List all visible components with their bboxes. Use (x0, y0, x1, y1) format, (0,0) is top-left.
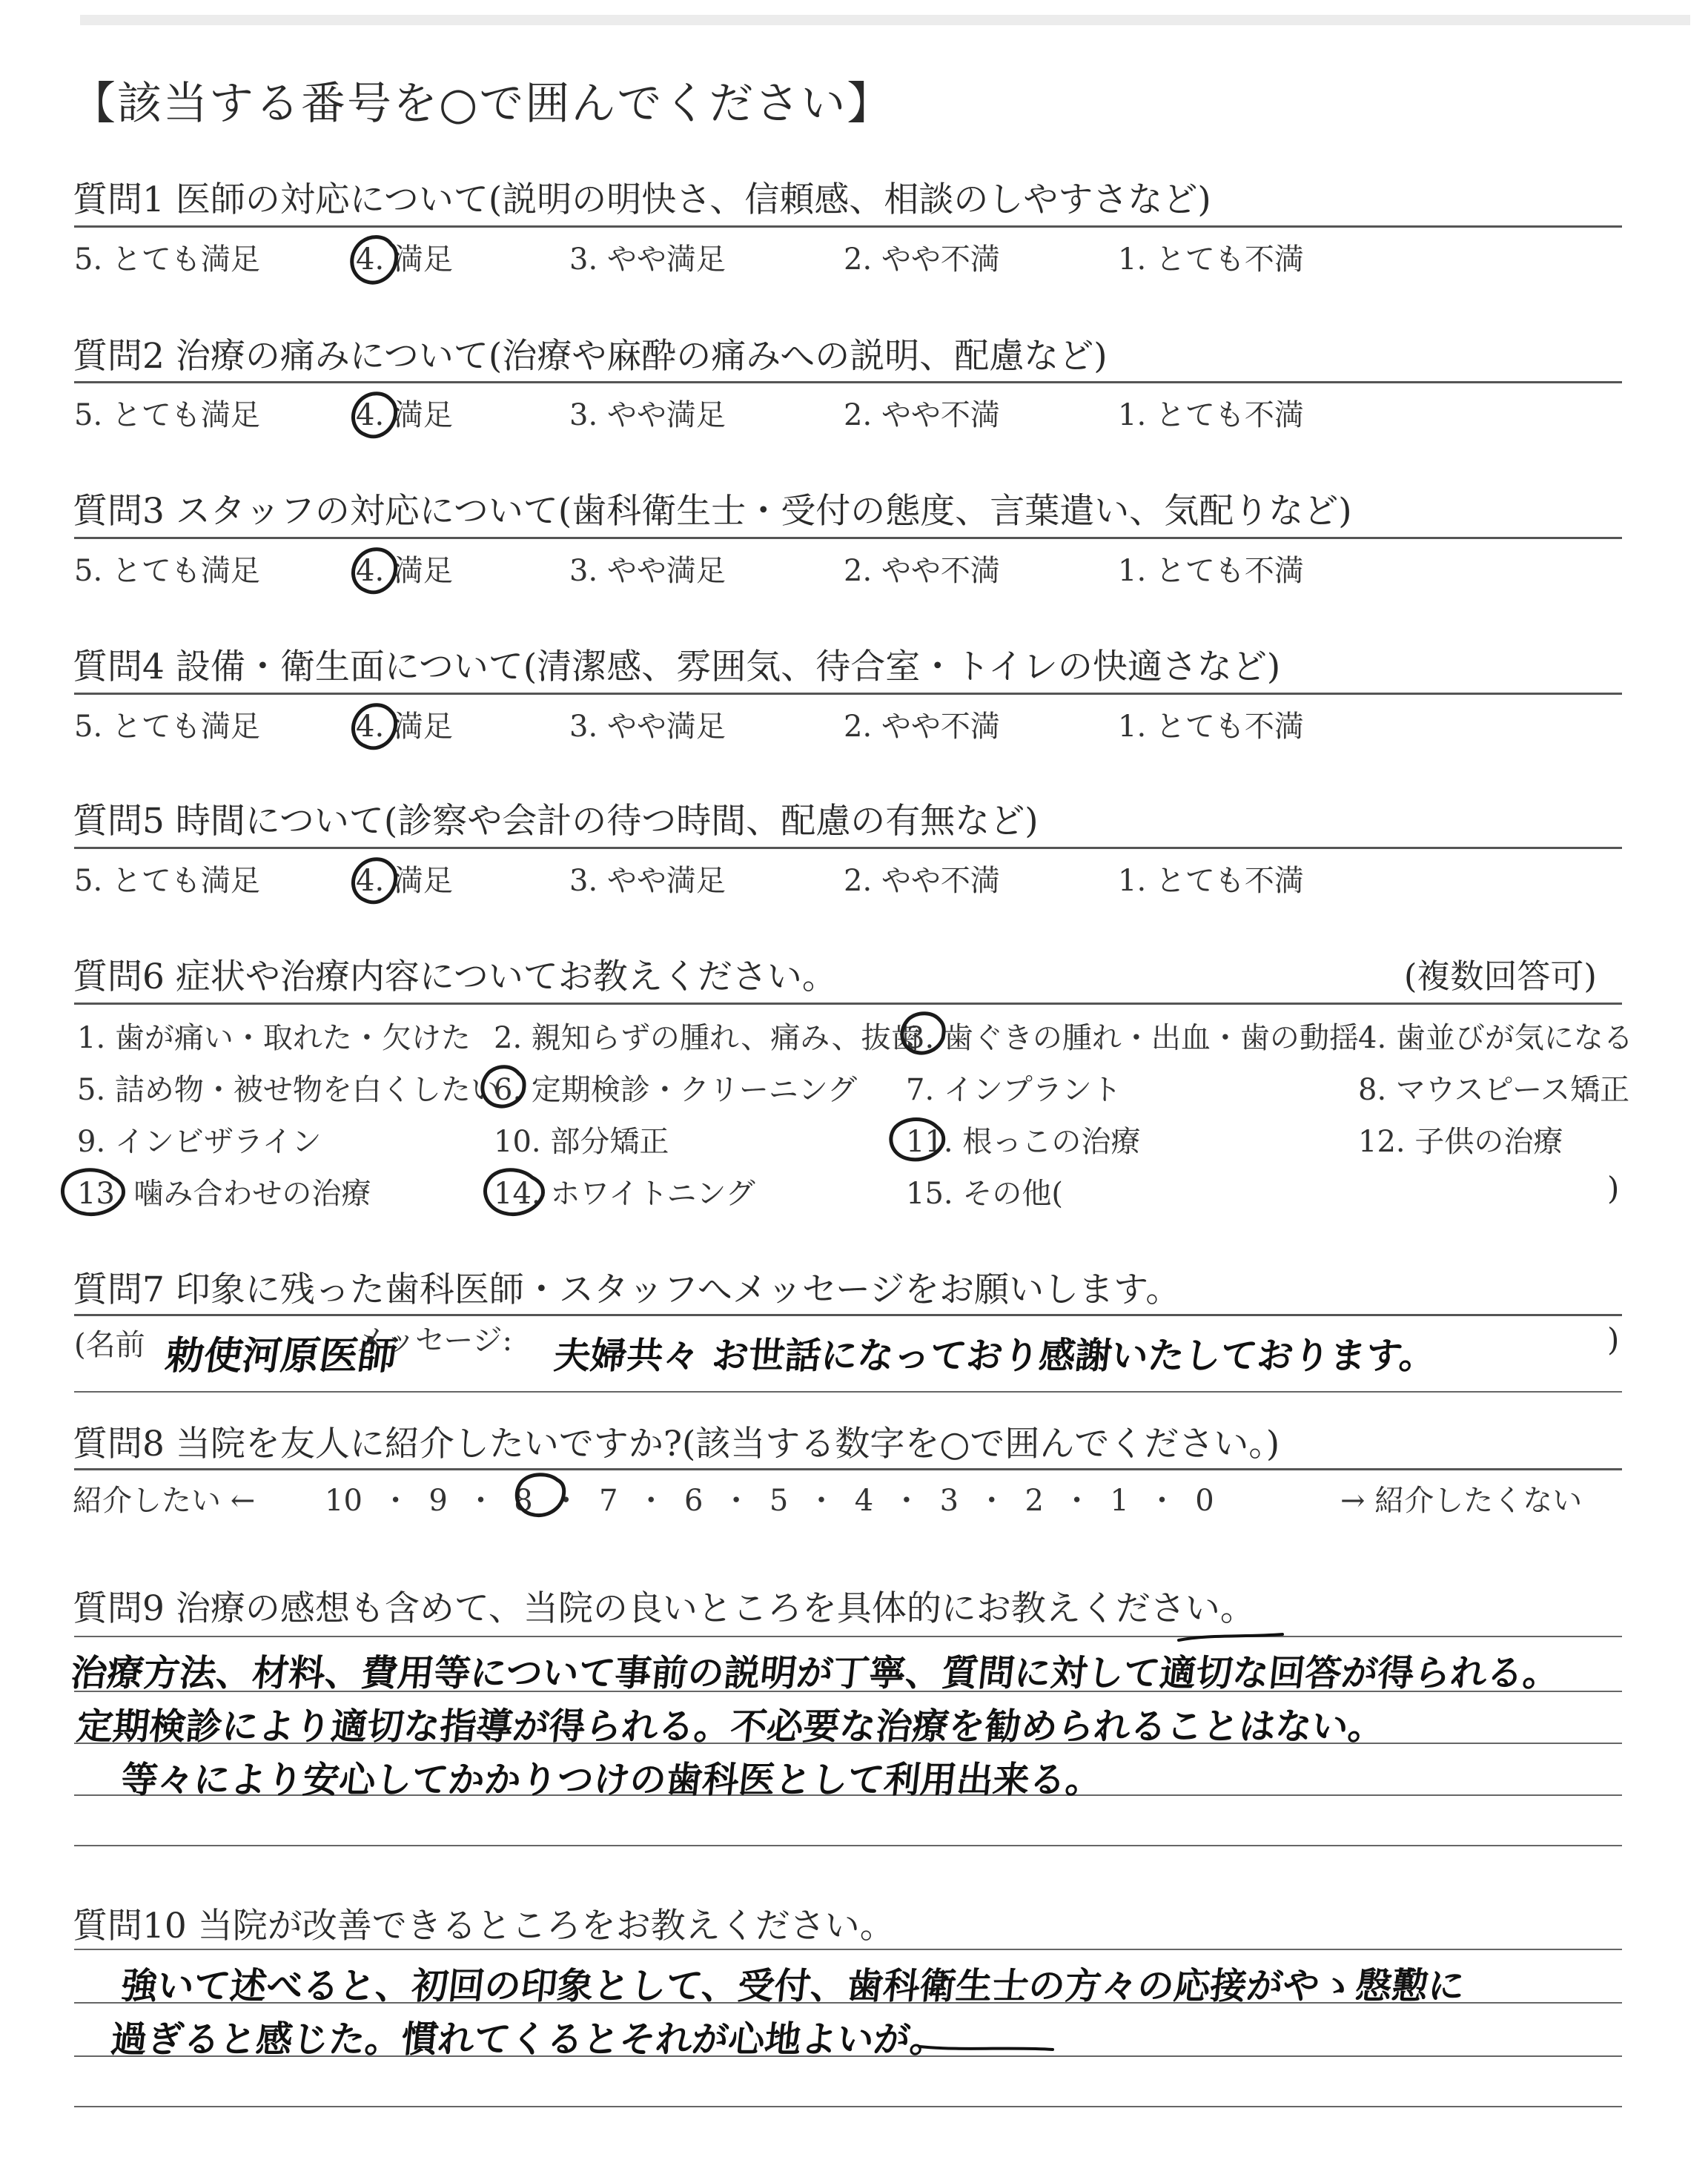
question-4-rule (74, 693, 1622, 695)
q8-right-label: → 紹介したくない (1340, 1484, 1583, 1518)
question-5-label: 質問5 時間について(診察や会計の待つ時間、配慮の有無など) (73, 801, 1039, 842)
option-2[interactable]: 2. やや不満 (844, 864, 1000, 898)
q9-line-rule-5 (74, 1845, 1622, 1846)
question-4-label: 質問4 設備・衛生面について(清潔感、雰囲気、待合室・トイレの快適さなど) (73, 647, 1281, 687)
option-5[interactable]: 5. とても満足 (74, 710, 260, 744)
q6-item-5[interactable]: 5. 詰め物・被せ物を白くしたい (77, 1073, 500, 1107)
question-8-label: 質問8 当院を友人に紹介したいですか?(該当する数字を○で囲んでください。) (73, 1424, 1280, 1464)
question-9-label: 質問9 治療の感想も含めて、当院の良いところを具体的にお教えください。 (73, 1588, 1255, 1629)
option-3[interactable]: 3. やや満足 (569, 864, 726, 898)
question-6-label: 質問6 症状や治療内容についてお教えください。 (73, 957, 837, 997)
question-2-label: 質問2 治療の痛みについて(治療や麻酔の痛みへの説明、配慮など) (73, 336, 1108, 377)
q7-name-handwritten[interactable]: 勅使河原医師 (162, 1334, 400, 1378)
option-4[interactable]: 4. 満足 (356, 710, 453, 744)
option-5[interactable]: 5. とても満足 (74, 554, 260, 588)
q9-handwritten-line-1[interactable]: 治療方法、材料、費用等について事前の説明が丁寧、質問に対して適切な回答が得られる。 (68, 1652, 1562, 1694)
q6-item-4[interactable]: 4. 歯並びが気になる (1358, 1021, 1633, 1055)
question-10-label: 質問10 当院が改善できるところをお教えください。 (73, 1906, 895, 1946)
option-3[interactable]: 3. やや満足 (569, 710, 726, 744)
question-6-rule (74, 1003, 1622, 1005)
option-1[interactable]: 1. とても不満 (1118, 398, 1304, 432)
q7-message-handwritten[interactable]: 夫婦共々 お世話になっており感謝いたしております。 (552, 1335, 1438, 1377)
q6-item-6[interactable]: 6. 定期検診・クリーニング (494, 1073, 858, 1107)
q6-item-14[interactable]: 14. ホワイトニング (494, 1177, 755, 1211)
page-title: 【該当する番号を○で囲んでください】 (71, 78, 893, 130)
scan-edge (80, 15, 1690, 25)
q9-line-rule-1 (74, 1636, 1622, 1637)
option-2[interactable]: 2. やや不満 (844, 398, 1000, 432)
q6-item-13[interactable]: 13. 噛み合わせの治療 (77, 1177, 371, 1211)
option-1[interactable]: 1. とても不満 (1118, 554, 1304, 588)
q6-item-15[interactable]: 15. その他( (906, 1177, 1063, 1211)
option-5[interactable]: 5. とても満足 (74, 398, 260, 432)
option-1[interactable]: 1. とても不満 (1118, 864, 1304, 898)
q9-handwritten-line-3[interactable]: 等々により安心してかかりつけの歯科医として利用出来る。 (119, 1759, 1105, 1801)
q7-message-prefix: メッセージ: (356, 1324, 513, 1358)
q8-left-label: 紹介したい ← (73, 1484, 256, 1518)
option-4[interactable]: 4. 満足 (356, 864, 453, 898)
option-4[interactable]: 4. 満足 (356, 398, 453, 432)
q7-bottom-rule (74, 1391, 1622, 1393)
q6-item-8[interactable]: 8. マウスピース矯正 (1358, 1073, 1630, 1107)
q10-handwritten-line-1[interactable]: 強いて述べると、初回の印象として、受付、歯科衛生士の方々の応接がやゝ慇懃に (119, 1965, 1467, 2007)
option-1[interactable]: 1. とても不満 (1118, 710, 1304, 744)
question-2-rule (74, 381, 1622, 383)
q6-item-12[interactable]: 12. 子供の治療 (1358, 1125, 1563, 1159)
option-3[interactable]: 3. やや満足 (569, 554, 726, 588)
option-5[interactable]: 5. とても満足 (74, 864, 260, 898)
option-3[interactable]: 3. やや満足 (569, 398, 726, 432)
option-2[interactable]: 2. やや不満 (844, 242, 1000, 277)
question-1-rule (74, 225, 1622, 228)
q6-item-10[interactable]: 10. 部分矯正 (494, 1125, 669, 1159)
option-4[interactable]: 4. 満足 (356, 554, 453, 588)
question-8-rule (74, 1468, 1622, 1470)
q6-item-7[interactable]: 7. インプラント (906, 1073, 1122, 1107)
q8-scale[interactable]: 10 ・ 9 ・ 8 ・ 7 ・ 6 ・ 5 ・ 4 ・ 3 ・ 2 ・ 1 ・ 0 (325, 1484, 1214, 1518)
question-3-label: 質問3 スタッフの対応について(歯科衛生士・受付の態度、言葉遣い、気配りなど) (73, 491, 1352, 532)
q6-item-9[interactable]: 9. インビザライン (77, 1125, 322, 1159)
q6-item-2[interactable]: 2. 親知らずの腫れ、痛み、抜歯 (494, 1021, 921, 1055)
option-5[interactable]: 5. とても満足 (74, 242, 260, 277)
question-1-label: 質問1 医師の対応について(説明の明快さ、信頼感、相談のしやすさなど) (73, 179, 1211, 220)
q10-line-rule-1 (74, 1949, 1622, 1950)
option-4[interactable]: 4. 満足 (356, 242, 453, 277)
multiple-answer-note: (複数回答可) (1403, 957, 1597, 996)
option-3[interactable]: 3. やや満足 (569, 242, 726, 277)
q10-line-rule-4 (74, 2106, 1622, 2107)
q10-handwritten-line-2[interactable]: 過ぎると感じた。慣れてくるとそれが心地よいが。 (108, 2018, 949, 2061)
option-1[interactable]: 1. とても不満 (1118, 242, 1304, 277)
question-7-label: 質問7 印象に残った歯科医師・スタッフへメッセージをお願いします。 (73, 1269, 1181, 1310)
q6-item-3[interactable]: 3. 歯ぐきの腫れ・出血・歯の動揺 (906, 1021, 1359, 1055)
q6-item-11[interactable]: 11. 根っこの治療 (906, 1125, 1141, 1159)
question-7-rule (74, 1314, 1622, 1316)
q6-item-15-close: ) (1607, 1170, 1620, 1206)
option-2[interactable]: 2. やや不満 (844, 554, 1000, 588)
q7-close-paren: ) (1607, 1321, 1620, 1358)
q7-name-prefix: (名前 (74, 1328, 145, 1362)
question-5-rule (74, 847, 1622, 849)
option-2[interactable]: 2. やや不満 (844, 710, 1000, 744)
q9-handwritten-line-2[interactable]: 定期検診により適切な指導が得られる。不必要な治療を勧められることはない。 (74, 1705, 1387, 1748)
q6-item-1[interactable]: 1. 歯が痛い・取れた・欠けた (77, 1021, 471, 1055)
question-3-rule (74, 537, 1622, 539)
